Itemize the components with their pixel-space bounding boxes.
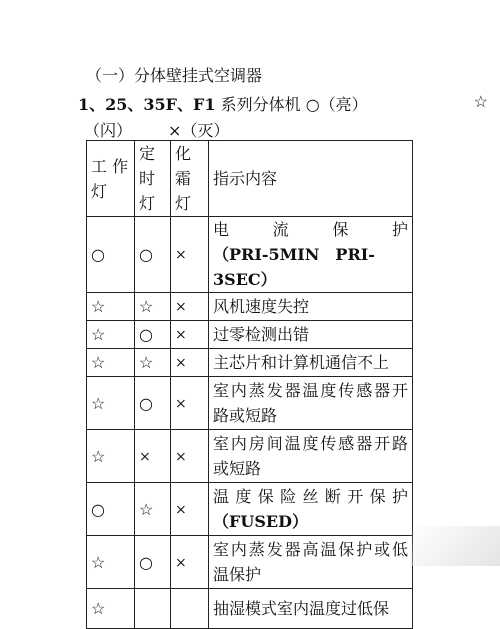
- indication-cell: [209, 483, 413, 536]
- timer-light-cell: [135, 321, 171, 349]
- timer-light-cell: [135, 483, 171, 536]
- legend-on: ○（亮）: [305, 95, 368, 114]
- legend-flash-symbol: ☆: [473, 92, 488, 111]
- defrost-light-cell: [171, 536, 209, 589]
- header-work-light: 工 作灯: [87, 141, 135, 217]
- status-symbol: ○: [139, 325, 153, 344]
- status-symbol: ×: [175, 554, 187, 571]
- status-symbol: ×: [175, 299, 187, 315]
- timer-light-cell: [135, 293, 171, 321]
- status-table: [86, 140, 413, 629]
- timer-light-cell: [135, 589, 171, 629]
- status-symbol: ☆: [91, 552, 106, 572]
- work-light-cell: [87, 377, 135, 430]
- timer-light-cell: [135, 349, 171, 377]
- defrost-light-cell: [171, 217, 209, 293]
- table-row: [87, 349, 413, 377]
- status-symbol: ☆: [91, 446, 106, 466]
- table-row: [87, 321, 413, 349]
- indication-cell: [209, 217, 413, 293]
- status-symbol: ☆: [91, 353, 106, 372]
- defrost-light-cell: [171, 293, 209, 321]
- indication-cell: [209, 536, 413, 589]
- header-indication: 指示内容: [209, 141, 413, 217]
- status-symbol: ×: [175, 395, 187, 412]
- status-symbol: ×: [175, 247, 187, 263]
- table-row: [87, 589, 413, 629]
- indication-line: 主芯片和计算机通信不上: [213, 353, 390, 372]
- work-light-cell: [87, 349, 135, 377]
- indication-cell: [209, 293, 413, 321]
- legend-line2: [84, 118, 229, 141]
- status-symbol: ×: [175, 355, 187, 371]
- section-heading: （一）分体壁挂式空调器: [86, 66, 263, 85]
- table-row: [87, 536, 413, 589]
- work-light-cell: [87, 589, 135, 629]
- indication-line: 温度保险丝断开保护: [213, 487, 408, 506]
- table-row: [87, 217, 413, 293]
- indication-line: 路或短路: [213, 406, 278, 425]
- legend-off: ×（灭）: [168, 121, 230, 140]
- work-light-cell: [87, 293, 135, 321]
- watermark-blur: [410, 526, 500, 566]
- table-row: [87, 483, 413, 536]
- indication-line: 室内房间温度传感器开路: [213, 434, 408, 453]
- work-light-cell: [87, 217, 135, 293]
- series-line: [78, 92, 488, 115]
- status-symbol: ○: [91, 499, 105, 519]
- header-timer-light: 定时灯: [135, 141, 171, 217]
- defrost-light-cell: [171, 483, 209, 536]
- timer-light-cell: [135, 430, 171, 483]
- status-symbol: ☆: [91, 393, 106, 413]
- indication-line: 过零检测出错: [213, 325, 310, 344]
- indication-cell: [209, 321, 413, 349]
- status-symbol: ○: [139, 245, 153, 264]
- table-header-row: [87, 141, 413, 217]
- status-symbol: ☆: [139, 353, 154, 372]
- indication-line: 风机速度失控: [213, 297, 310, 316]
- timer-light-cell: [135, 217, 171, 293]
- series-label: 系列分体机: [215, 95, 306, 114]
- defrost-light-cell: [171, 377, 209, 430]
- work-light-cell: [87, 430, 135, 483]
- series-models: 1、25、35F、F1: [78, 95, 216, 114]
- status-symbol: ○: [139, 552, 153, 572]
- status-symbol: ×: [139, 448, 151, 465]
- defrost-light-cell: [171, 589, 209, 629]
- status-symbol: ×: [175, 327, 187, 343]
- status-symbol: ○: [139, 393, 153, 413]
- table-row: [87, 293, 413, 321]
- status-symbol: ☆: [139, 499, 154, 519]
- defrost-light-cell: [171, 321, 209, 349]
- header-defrost-light: 化 霜灯: [171, 141, 209, 217]
- defrost-light-cell: [171, 349, 209, 377]
- timer-light-cell: [135, 536, 171, 589]
- indication-line: 或短路: [213, 459, 262, 478]
- defrost-light-cell: [171, 430, 209, 483]
- legend-flash: （闪）: [84, 121, 133, 140]
- status-symbol: ×: [175, 448, 187, 465]
- indication-line: 电 流 保 护: [213, 220, 408, 239]
- indication-cell: [209, 349, 413, 377]
- indication-cell: [209, 589, 413, 629]
- indication-line: 室内蒸发器高温保护或低: [213, 540, 408, 559]
- work-light-cell: [87, 321, 135, 349]
- status-symbol: ☆: [91, 599, 106, 618]
- indication-line: （FUSED）: [213, 512, 308, 531]
- status-symbol: ☆: [91, 325, 106, 344]
- status-symbol: ☆: [91, 297, 106, 316]
- table-row: [87, 430, 413, 483]
- indication-line: 抽湿模式室内温度过低保: [213, 599, 390, 618]
- indication-cell: [209, 430, 413, 483]
- work-light-cell: [87, 536, 135, 589]
- timer-light-cell: [135, 377, 171, 430]
- indication-line: （PRI-5MIN PRI-3SEC）: [213, 245, 375, 289]
- status-symbol: ☆: [139, 297, 154, 316]
- indication-line: 室内蒸发器温度传感器开: [213, 381, 408, 400]
- status-symbol: ×: [175, 501, 187, 518]
- work-light-cell: [87, 483, 135, 536]
- status-symbol: ○: [91, 245, 105, 264]
- indication-cell: [209, 377, 413, 430]
- table-row: [87, 377, 413, 430]
- indication-line: 温保护: [213, 565, 262, 584]
